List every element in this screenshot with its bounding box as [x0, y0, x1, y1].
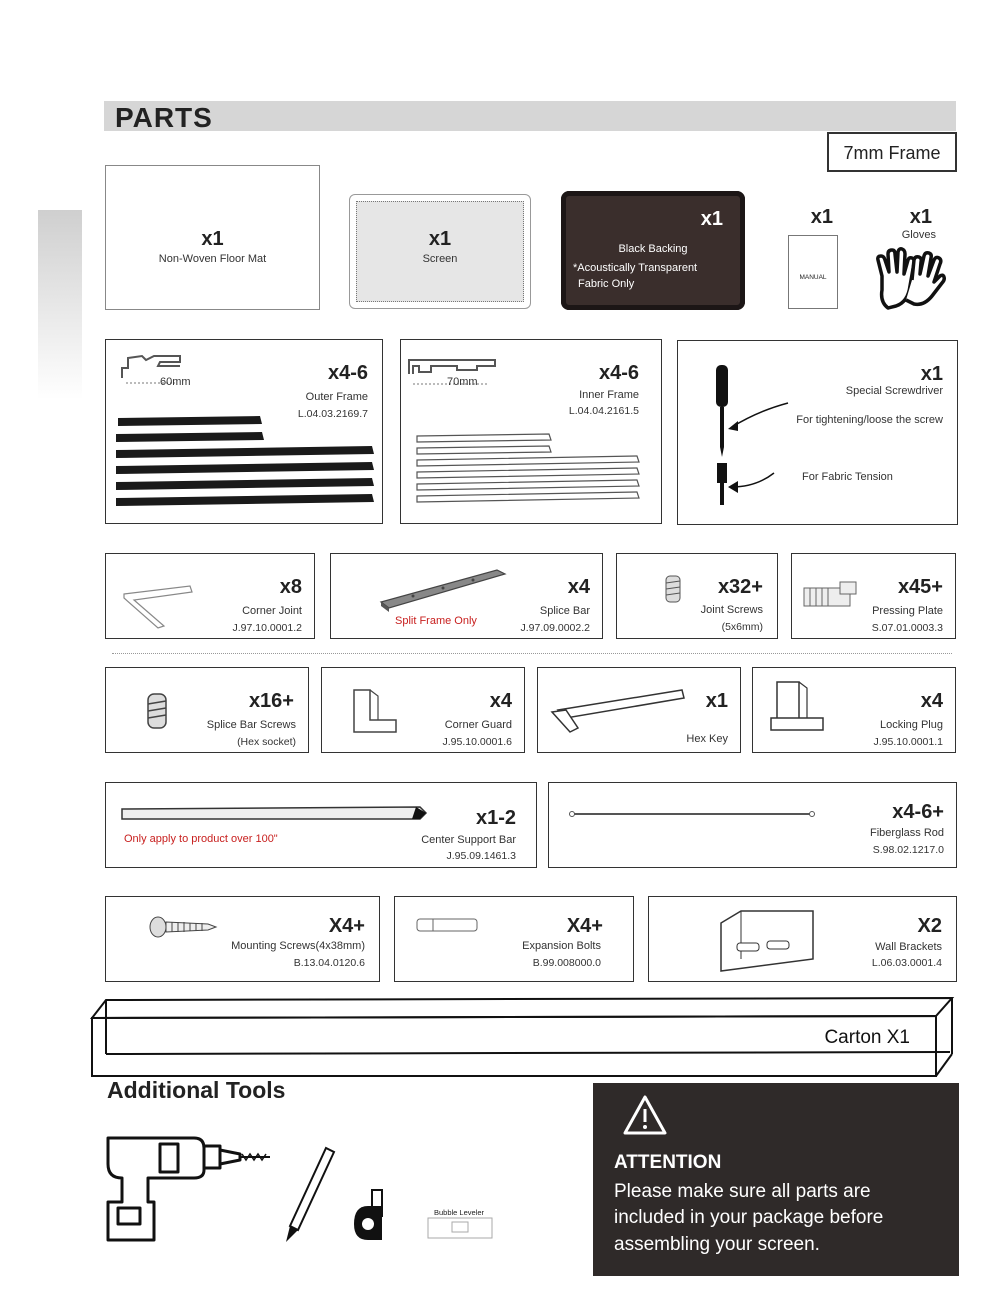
pressing-plate-card: [791, 553, 956, 639]
side-gradient: [38, 210, 82, 400]
splice-bar-screws-code: (Hex socket): [237, 736, 296, 748]
pressing-plate-label: Pressing Plate: [872, 605, 943, 617]
carton-label: Carton X1: [824, 1027, 910, 1048]
attention-line-2: included in your package before: [614, 1207, 884, 1228]
splice-bar-label: Splice Bar: [539, 605, 590, 617]
gloves-icon: [874, 246, 946, 312]
mounting-screws-qty: X4+: [328, 915, 365, 937]
gloves-label: Gloves: [901, 229, 936, 241]
splice-bar-qty: x4: [567, 576, 590, 598]
splice-bar-icon: [377, 564, 517, 614]
center-support-label: Center Support Bar: [421, 834, 516, 846]
leveler-label: Bubble Leveler: [434, 1208, 485, 1217]
screen-qty: x1: [428, 228, 452, 250]
corner-joint-label: Corner Joint: [242, 605, 302, 617]
fiberglass-rod-code: S.98.02.1217.0: [872, 844, 944, 856]
expansion-bolts-card: [394, 896, 634, 982]
outer-frame-dim: 60mm: [160, 376, 191, 388]
pressing-plate-qty: x45+: [897, 576, 943, 598]
outer-frame-code: L.04.03.2169.7: [297, 408, 368, 420]
fiberglass-rod-qty: x4-6+: [892, 801, 944, 823]
joint-screws-card: [616, 553, 778, 639]
locking-plug-card: [752, 667, 956, 753]
screwdriver-card: [677, 340, 958, 525]
hex-key-icon: [548, 684, 688, 734]
inner-frame-code: L.04.04.2161.5: [568, 405, 639, 417]
splice-bar-screw-icon: [142, 692, 172, 732]
locking-plug-qty: x4: [920, 690, 943, 712]
center-support-bar-icon: [120, 805, 430, 825]
screen-label: Screen: [422, 253, 458, 265]
locking-plug-code: J.95.10.0001.1: [873, 736, 943, 748]
wall-brackets-label: Wall Brackets: [875, 941, 942, 953]
manual-card: [788, 235, 838, 309]
gloves-qty: x1: [909, 206, 932, 228]
tools-title: Additional Tools: [107, 1077, 286, 1103]
outer-frame-label: Outer Frame: [305, 391, 368, 403]
splice-bar-screws-qty: x16+: [248, 690, 294, 712]
center-support-qty: x1-2: [475, 807, 516, 829]
dotted-separator: [112, 653, 952, 654]
expansion-bolts-label: Expansion Bolts: [522, 940, 601, 952]
expansion-bolts-qty: X4+: [566, 915, 603, 937]
corner-guard-code: J.95.10.0001.6: [442, 736, 512, 748]
pressing-plate-icon: [800, 578, 860, 612]
floor-mat-qty: x1: [201, 228, 224, 250]
hex-key-qty: x1: [705, 690, 728, 712]
frame-tag-label: 7mm Frame: [843, 143, 941, 163]
screwdriver-icon: [708, 363, 828, 513]
attention-title: ATTENTION: [614, 1152, 722, 1173]
inner-frame-label: Inner Frame: [579, 389, 639, 401]
center-support-card: [105, 782, 537, 868]
backing-qty: x1: [700, 208, 723, 230]
corner-joint-code: J.97.10.0001.2: [232, 622, 302, 634]
joint-screw-icon: [661, 574, 685, 604]
pencil-icon: [280, 1146, 340, 1246]
screwdriver-label: Special Screwdriver: [845, 385, 943, 397]
inner-frame-bars-icon: [413, 432, 653, 512]
wall-brackets-card: [648, 896, 957, 982]
outer-frame-card: [105, 339, 383, 524]
mounting-screws-card: [105, 896, 380, 982]
corner-joint-qty: x8: [279, 576, 302, 598]
wall-bracket-icon: [717, 909, 817, 973]
bubble-leveler-icon: [426, 1214, 496, 1242]
corner-guard-icon: [350, 686, 400, 736]
inner-frame-card: [400, 339, 662, 524]
floor-mat-card: [105, 165, 320, 310]
inner-frame-qty: x4-6: [598, 362, 639, 384]
fiberglass-rod-icon: [567, 809, 817, 819]
expansion-bolts-code: B.99.008000.0: [532, 957, 601, 969]
wall-brackets-code: L.06.03.0001.4: [871, 957, 942, 969]
frame-tag: [827, 132, 957, 172]
joint-screws-qty: x32+: [717, 576, 763, 598]
hex-key-card: [537, 667, 741, 753]
attention-line-1: Please make sure all parts are: [614, 1181, 871, 1202]
splice-bar-screws-label: Splice Bar Screws: [206, 719, 296, 731]
header-bar: [104, 101, 956, 131]
splice-bar-screws-card: [105, 667, 309, 753]
backing-note-1: *Acoustically Transparent: [573, 262, 698, 274]
inner-frame-dim: 70mm: [447, 376, 478, 388]
screwdriver-qty: x1: [920, 363, 943, 385]
fiberglass-rod-label: Fiberglass Rod: [870, 827, 944, 839]
locking-plug-label: Locking Plug: [880, 719, 943, 731]
splice-bar-note: Split Frame Only: [395, 615, 477, 627]
backing-note-2: Fabric Only: [578, 278, 635, 290]
corner-joint-card: [105, 553, 315, 639]
expansion-bolt-icon: [413, 915, 483, 935]
warning-icon: [621, 1093, 669, 1137]
backing-label: Black Backing: [618, 243, 688, 255]
splice-bar-card: [330, 553, 603, 639]
floor-mat-label: Non-Woven Floor Mat: [158, 253, 267, 265]
fiberglass-rod-card: [548, 782, 957, 868]
corner-guard-qty: x4: [489, 690, 512, 712]
drill-icon: [104, 1134, 274, 1244]
mounting-screws-label: Mounting Screws(4x38mm): [231, 940, 365, 952]
locking-plug-icon: [767, 678, 827, 738]
hex-key-label: Hex Key: [686, 733, 728, 745]
mounting-screw-icon: [148, 915, 218, 939]
corner-guard-label: Corner Guard: [444, 719, 512, 731]
corner-joint-icon: [120, 580, 200, 630]
screwdriver-note-2: For Fabric Tension: [802, 471, 893, 483]
page-title: PARTS: [115, 102, 213, 133]
center-support-code: J.95.09.1461.3: [446, 850, 516, 862]
splice-bar-code: J.97.09.0002.2: [520, 622, 590, 634]
outer-frame-bars-icon: [110, 410, 380, 520]
backing-card: [561, 191, 745, 310]
tape-measure-icon: [350, 1188, 390, 1244]
outer-frame-qty: x4-6: [327, 362, 368, 384]
screen-card: [349, 194, 531, 309]
joint-screws-code: (5x6mm): [721, 621, 763, 633]
attention-line-3: assembling your screen.: [614, 1234, 820, 1255]
screwdriver-note-1: For tightening/loose the screw: [796, 414, 943, 426]
manual-label: MANUAL: [799, 274, 827, 281]
joint-screws-label: Joint Screws: [700, 604, 763, 616]
manual-qty: x1: [810, 206, 833, 228]
center-support-note: Only apply to product over 100": [124, 833, 278, 845]
wall-brackets-qty: X2: [917, 915, 942, 937]
pressing-plate-code: S.07.01.0003.3: [871, 622, 943, 634]
mounting-screws-code: B.13.04.0120.6: [293, 957, 365, 969]
corner-guard-card: [321, 667, 525, 753]
attention-panel: [593, 1083, 959, 1276]
